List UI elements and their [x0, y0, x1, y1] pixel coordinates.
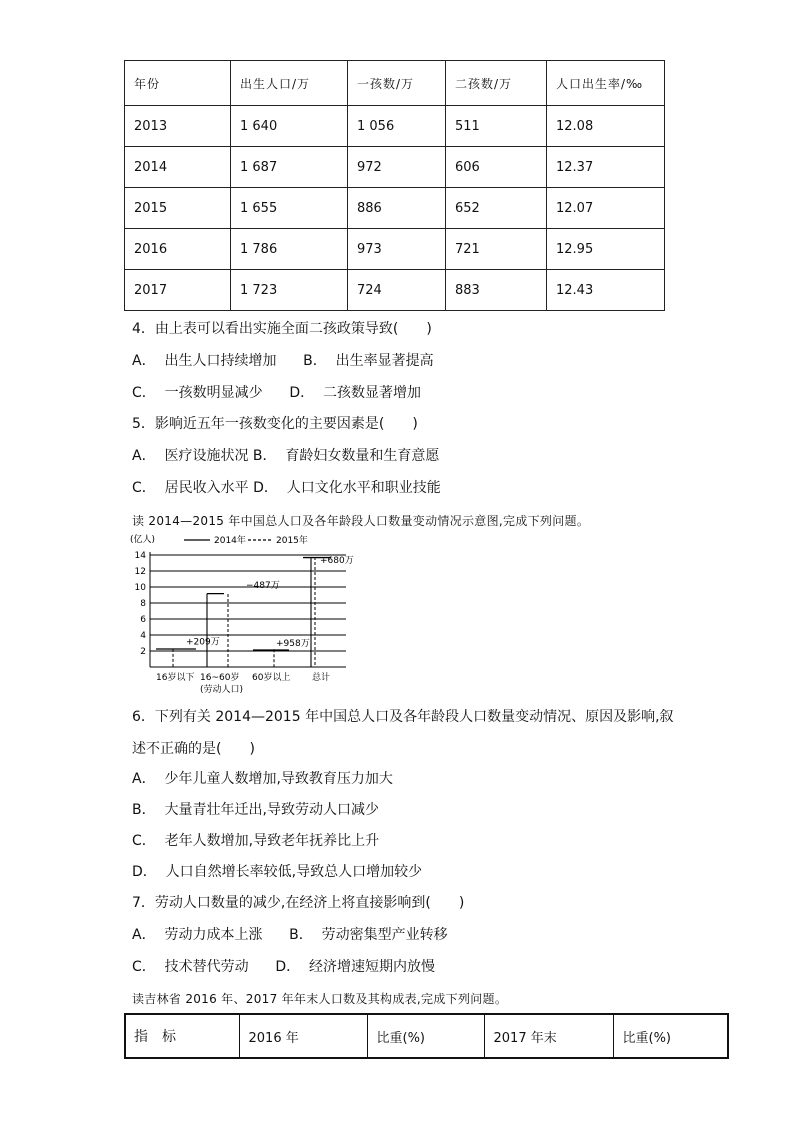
question-6-option-a: A． 少年儿童人数增加,导致教育压力加大: [132, 771, 393, 787]
table-header-row: [125, 1014, 728, 1058]
cell: 972: [348, 147, 446, 188]
x-tick-label: 总计: [312, 673, 331, 683]
x-tick-labels: [156, 671, 330, 694]
chart-legend: [184, 534, 308, 546]
y-tick-label: 12: [134, 567, 146, 577]
cell: 2015: [125, 188, 231, 229]
question-7-options-cd: C． 技术替代劳动 D． 经济增速短期内放慢: [132, 959, 436, 975]
question-5-options-cd: C． 居民收入水平 D． 人口文化水平和职业技能: [132, 480, 441, 496]
cell: 2013: [125, 106, 231, 147]
question-4-stem: 4．由上表可以看出实施全面二孩政策导致( ): [132, 321, 432, 337]
question-6-option-d: D． 人口自然增长率较低,导致总人口增加较少: [132, 864, 423, 880]
header-births: 出生人口/万: [231, 61, 348, 106]
y-tick-label: 4: [140, 631, 146, 641]
y-tick-label: 14: [134, 551, 146, 561]
header-year: 年份: [125, 61, 231, 106]
table-row: [125, 188, 665, 229]
cell: 12.43: [547, 270, 665, 311]
y-axis-label: (亿人): [130, 535, 156, 545]
cell: 1 786: [231, 229, 348, 270]
cell: 12.07: [547, 188, 665, 229]
data-label: +209万: [186, 637, 220, 648]
cell: 511: [446, 106, 547, 147]
cell: 2017: [125, 270, 231, 311]
cell: 652: [446, 188, 547, 229]
cell: 2016: [125, 229, 231, 270]
header-share-2016: 比重(%): [367, 1014, 484, 1058]
cell: 12.95: [547, 229, 665, 270]
data-label: +680万: [320, 556, 354, 566]
chart-marks: [156, 555, 354, 667]
x-tick-label: 60岁以上: [252, 673, 291, 683]
data-label: +958万: [276, 639, 310, 650]
y-tick-label: 6: [140, 615, 146, 625]
question-6-stem-line1: 6．下列有关 2014—2015 年中国总人口及各年龄段人口数量变动情况、原因及影响,叙: [132, 709, 674, 725]
x-tick-sublabel: (劳动人口): [200, 685, 244, 694]
header-share-2017: 比重(%): [613, 1014, 728, 1058]
question-6-option-b: B． 大量青壮年迁出,导致劳动人口减少: [132, 802, 379, 818]
question-6-stem-line2: 述不正确的是( ): [132, 741, 255, 757]
cell: 12.08: [547, 106, 665, 147]
header-birth-rate: 人口出生率/‰: [547, 61, 665, 106]
cell: 1 640: [231, 106, 348, 147]
legend-2015: 2015年: [276, 536, 308, 546]
cell: 1 056: [348, 106, 446, 147]
cell: 724: [348, 270, 446, 311]
chart-grid: [150, 552, 346, 667]
question-4-options-cd: C． 一孩数明显减少 D． 二孩数显著增加: [132, 385, 422, 401]
question-7-stem: 7．劳动人口数量的减少,在经济上将直接影响到( ): [132, 895, 465, 911]
question-6-option-c: C． 老年人数增加,导致老年抚养比上升: [132, 833, 380, 849]
question-5-stem: 5．影响近五年一孩数变化的主要因素是( ): [132, 416, 418, 432]
table-row: [125, 270, 665, 311]
question-4-options-ab: A． 出生人口持续增加 B． 出生率显著提高: [132, 353, 434, 369]
cell: 886: [348, 188, 446, 229]
population-change-chart: [128, 530, 368, 694]
cell: 721: [446, 229, 547, 270]
cell: 1 687: [231, 147, 348, 188]
header-2017-end: 2017 年末: [484, 1014, 613, 1058]
cell: 12.37: [547, 147, 665, 188]
y-tick-label: 10: [134, 583, 146, 593]
cell: 1 723: [231, 270, 348, 311]
cell: 973: [348, 229, 446, 270]
header-first-child: 一孩数/万: [348, 61, 446, 106]
x-tick-label: 16~60岁: [200, 673, 240, 683]
y-tick-labels: [135, 551, 147, 657]
table-row: [125, 106, 665, 147]
question-7-options-ab: A． 劳动力成本上涨 B． 劳动密集型产业转移: [132, 927, 448, 943]
jilin-population-table: [124, 1013, 729, 1059]
table2-intro: 读吉林省 2016 年、2017 年年末人口数及其构成表,完成下列问题。: [132, 992, 508, 1006]
birth-statistics-table: [124, 60, 665, 311]
cell: 883: [446, 270, 547, 311]
cell: 2014: [125, 147, 231, 188]
table-header-row: [125, 61, 665, 106]
chart-intro: 读 2014—2015 年中国总人口及各年龄段人口数量变动情况示意图,完成下列问题。: [132, 514, 590, 528]
cell: 606: [446, 147, 547, 188]
cell: 1 655: [231, 188, 348, 229]
header-indicator: 指 标: [125, 1014, 239, 1058]
legend-2014: 2014年: [214, 536, 246, 546]
table-row: [125, 229, 665, 270]
y-tick-label: 2: [140, 647, 146, 657]
header-second-child: 二孩数/万: [446, 61, 547, 106]
x-tick-label: 16岁以下: [156, 673, 195, 683]
question-5-options-ab: A． 医疗设施状况 B． 育龄妇女数量和生育意愿: [132, 448, 440, 464]
data-label: −487万: [246, 580, 280, 591]
table-row: [125, 147, 665, 188]
y-tick-label: 8: [140, 599, 146, 609]
header-2016: 2016 年: [239, 1014, 367, 1058]
